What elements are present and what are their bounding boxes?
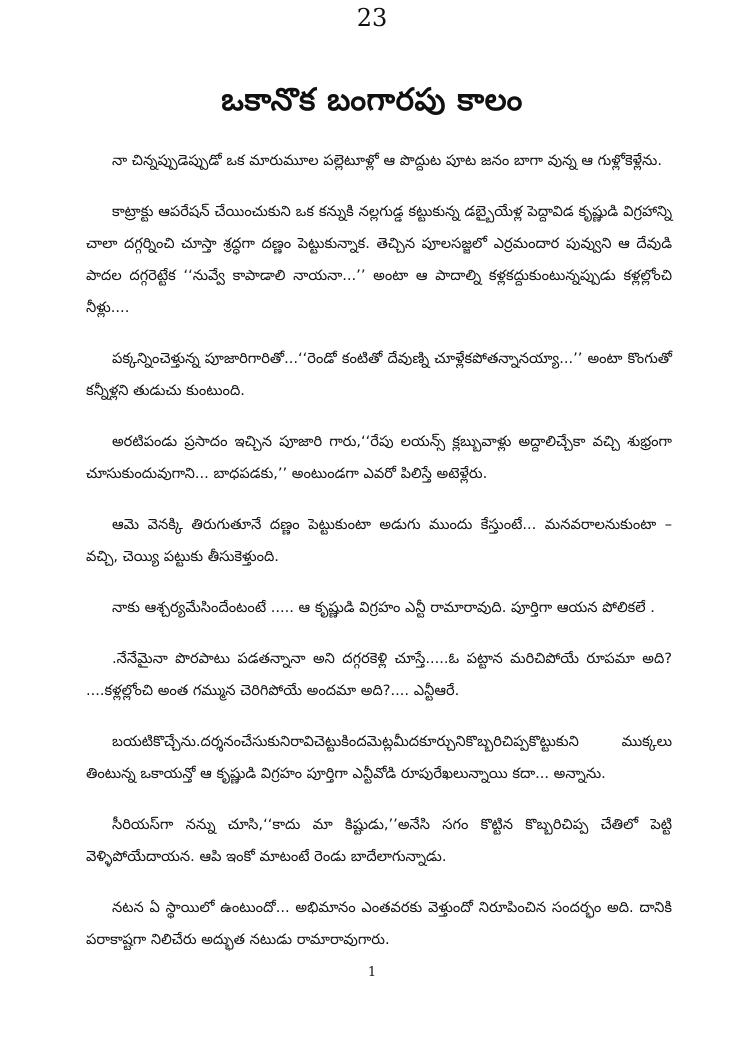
- paragraph: నటన ఏ స్థాయిలో ఉంటుందో... అభిమానం ఎంతవరకు వెళ్తుందో నిరూపించిన సందర్భం అది. దానికి పరాకాష్టగా నిలిచేరు అద్భుత నటుడు రామారావుగారు.: [86, 899, 672, 948]
- paragraph: కాట్రాక్టు ఆపరేషన్ చేయించుకుని ఒక కన్నుకి నల్లగుడ్డ కట్టుకున్న డబ్బైయేళ్ల పెద్దావిడ కృష్ణుడి విగ్రహాన్ని చాలా దగ్గర్నించి చూస్తా శ్రద్ధగా దణ్ణం పెట్టుకున్నాక. తెచ్చిన పూలసజ్జలో ఎర్రమందార పువ్వుని ఆ దేవుడి పాదల దగ్గరెట్టేక ‘‘నువ్వే కాపాడాలి నాయనా...’’ అంటా ఆ పాదాల్ని కళ్లకద్దుకుంటున్నప్పుడు కళ్లల్లోంచి నీళ్లు....: [86, 203, 672, 316]
- paragraph: సీరియస్‌గా నన్ను చూసి,‘‘కాదు మా కిష్టుడు,’’అనేసి సగం కొట్టిన కొబ్బరిచిప్ప చేతిలో పెట్టి వెళ్ళిపోయేదాయన. ఆపి ఇంకో మాటంటే రెండు బాదేలాగున్నాడు.: [86, 816, 672, 865]
- paragraph: .నేనేమైనా పొరపాటు పడతన్నానా అని దగ్గరకెళ్లి చూస్తే.....ఓ పట్టాన మరిచిపోయే రూపమా అది? ....కళ్లల్లోంచి అంత గమ్మున చెరిగిపోయే అందమా అది?.... ఎన్టీఆరే.: [86, 650, 672, 699]
- paragraph: పక్కన్నించెళ్తున్న పూజారిగారితో...‘‘రెండో కంటితో దేవుణ్ని చూళ్లేకపోతన్నానయ్యా...’’ అంటా కొంగుతో కన్నీళ్లని తుడుచు కుంటుంది.: [86, 350, 672, 399]
- paragraph: అరటిపండు ప్రసాదం ఇచ్చిన పూజారి గారు,‘‘రేపు లయన్స్ క్లబ్బువాళ్లు అద్దాలిచ్చేకా వచ్చి శుభ్రంగా చూసుకుందువుగాని... బాధపడకు,’’ అంటుండగా ఎవరో పిలిస్తే అటెళ్లేరు.: [86, 433, 672, 482]
- paragraph: ఆమె వెనక్కి తిరుగుతూనే దణ్ణం పెట్టుకుంటా అడుగు ముందు కేస్తుంటే... మనవరాలనుకుంటా – వచ్చి, చెయ్యి పట్టుకు తీసుకెళ్తుంది.: [86, 516, 672, 565]
- page-title: ఒకానొక బంగారపు కాలం: [221, 82, 523, 118]
- paragraph: నా చిన్నప్పుడెప్పుడో ఒక మారుమూల పల్లెటూళ్లో ఆ పొద్దుట పూట జనం బాగా వున్న ఆ గుళ్లోకెళ్లేను.: [112, 152, 662, 169]
- article-body: [86, 145, 672, 975]
- paragraph: నాకు ఆశ్చర్యమేసిందేంటంటే ..... ఆ కృష్ణుడి విగ్రహం ఎన్టీ రామారావుది. పూర్తిగా ఆయన పోలికలే .: [112, 599, 655, 616]
- paragraph: బయటికొచ్చేను.దర్శనంచేసుకునిరావిచెట్టుకిందమెట్లమీదకూర్చునికొబ్బరిచిప్పకొట్టుకుని ముక్కలు తింటున్న ఒకాయన్తో ఆ కృష్ణుడి విగ్రహం పూర్తిగా ఎన్టీవోడి రూపురేఖలున్నాయి కదా... అన్నాను.: [86, 733, 672, 782]
- header-page-number: 23: [356, 4, 388, 32]
- footer-page-number: 1: [367, 965, 377, 980]
